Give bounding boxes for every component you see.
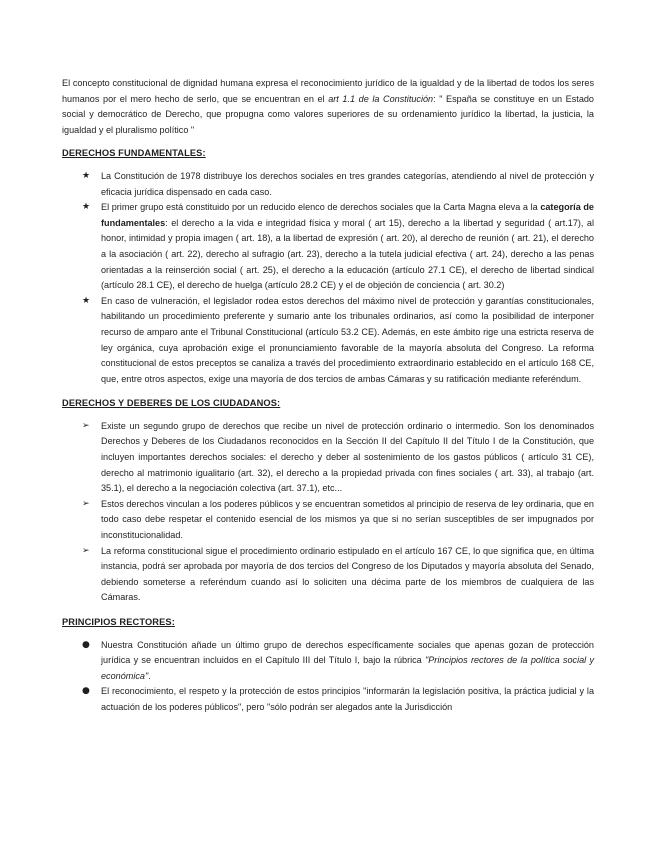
list-item-text: En caso de vulneración, el legislador rodea estos derechos del máximo nivel de protección y garantías constitucionales, habilitando un procedimiento preferente y sumario ante los tribunales ordinarios, así como la posibilidad de interponer recurso de amparo ante el Tribunal Constitucional (artículo 53.2 CE). Además, en este ámbito rige una estricta reserva de ley orgánica, cuya aprobación exige el pronunciamiento favorable de la mayoría absoluta del Congreso. La reforma constitucional de estos preceptos se canaliza a través del procedimiento extraordinario establecido en el artículo 168 CE, que, entre otros aspectos, exige una mayoría de dos tercios de ambas Cámaras y su ratificación mediante referéndum. xyxy=(101,295,594,384)
list-item-bold-text: categoría de fundamentales xyxy=(101,202,594,228)
star-bullet-icon: ★ xyxy=(82,295,91,306)
document-page xyxy=(62,76,594,725)
intro-text: El concepto constitucional de dignidad humana expresa el reconocimiento jurídico de la igualdad y de la libertad de todos los seres humanos por el mero hecho de serlo, que se encuentran en el xyxy=(62,78,594,104)
list-item-text: La reforma constitucional sigue el procedimiento ordinario estipulado en el artículo 167 CE, lo que significa que, en última instancia, podrá ser aprobada por mayoría de dos tercios del Congreso de los Diputados y mayoría absoluta del Senado, debiendo someterse a referéndum cuando así lo soliciten una décima parte de los miembros de cualquiera de las Cámaras. xyxy=(101,545,594,603)
list-item-text: El primer grupo está constituido por un reducido elenco de derechos sociales que la Carta Magna eleva a la xyxy=(101,202,541,213)
arrow-bullet-icon: ➢ xyxy=(82,545,90,556)
list-item-italic-text: "Principios rectores de la política social y económica" xyxy=(101,655,594,681)
list-item-text-end: . xyxy=(148,670,151,681)
star-bullet-icon: ★ xyxy=(82,202,91,213)
intro-paragraph xyxy=(62,76,594,138)
intro-citation: art 1.1 de la Constitución xyxy=(328,93,434,104)
list-item-text: Estos derechos vinculan a los poderes públicos y se encuentran sometidos al principio de reserva de ley ordinaria, que en todo caso debe respetar el contenido esencial de los mismos ya que si no serían susceptibles de ser impugnados por inconstitucionalidad. xyxy=(101,498,594,541)
list-item xyxy=(62,169,594,200)
list-item-text-cont: : el derecho a la vida e integridad física y moral ( art 15), derecho a la libertad y seguridad ( art.17), al honor, intimidad y propia imagen ( art. 18), a la libertad de expresión ( art. 20), al derecho de reunión ( art. 21), el derecho a la asociación ( art. 22), derecho al sufragio (art. 23), derecho a la tutela judicial efectiva ( art. 24), derecho a las penas orientadas a la reinserción social ( art. 25), el derecho a la educación (artículo 27.1 CE), el derecho de libertad sindical (artículo 28.1 CE), el derecho de huelga (artículo 28.2 CE) y el de objeción de conciencia ( art. 30.2) xyxy=(101,217,594,291)
heading-derechos-deberes: DERECHOS Y DEBERES DE LOS CIUDADANOS: xyxy=(62,398,281,409)
list-item-text: Nuestra Constitución añade un último grupo de derechos específicamente sociales que apenas gozan de protección jurídica y se encuentran incluidos en el Capítulo III del Título I, bajo la rúbrica xyxy=(101,639,594,666)
list-derechos-deberes xyxy=(62,419,594,606)
list-item-text: La Constitución de 1978 distribuye los derechos sociales en tres grandes categorías, atendiendo al nivel de protección y eficacia jurídica dispensado en cada caso. xyxy=(101,170,594,197)
dot-bullet-icon: ● xyxy=(82,639,90,650)
list-item xyxy=(62,638,594,685)
arrow-bullet-icon: ➢ xyxy=(82,420,90,431)
list-derechos-fundamentales xyxy=(62,169,594,387)
heading-principios-rectores: PRINCIPIOS RECTORES: xyxy=(62,617,175,627)
list-item-text: Existe un segundo grupo de derechos que recibe un nivel de protección ordinario o intermedio. Son los denominados Derechos y Deberes de los Ciudadanos reconocidos en la Sección II del Capítulo II del Título I de la Constitución, que incluyen importantes derechos sociales: el derecho y deber al sostenimiento de los gastos públicos ( artículo 31 CE), derecho al matrimonio igualitario (art. 32), el derecho a la propiedad privada con fines sociales ( art. 33), al trabajo (art. 35.1), el derecho a la negociación colectiva (art. 37.1), etc... xyxy=(101,420,594,494)
heading-derechos-fundamentales: DERECHOS FUNDAMENTALES: xyxy=(62,148,206,159)
list-item-text: El reconocimiento, el respeto y la protección de estos principios "informarán la legislación positiva, la práctica judicial y la actuación de los poderes públicos", pero "sólo podrán ser alegados ante la Jurisdicción xyxy=(101,686,594,712)
intro-text-end: : " España se constituye en un Estado social y democrático de Derecho, que propugna como valores superiores de su ordenamiento jurídico la libertad, la justicia, la igualdad y el pluralismo político " xyxy=(62,93,594,135)
list-item xyxy=(62,419,594,497)
star-bullet-icon: ★ xyxy=(82,170,91,181)
list-item xyxy=(62,497,594,544)
list-principios-rectores xyxy=(62,638,594,716)
list-item xyxy=(62,684,594,715)
list-item xyxy=(62,200,594,294)
dot-bullet-icon: ● xyxy=(82,686,90,697)
list-item xyxy=(62,544,594,606)
arrow-bullet-icon: ➢ xyxy=(82,498,90,509)
list-item xyxy=(62,294,594,388)
